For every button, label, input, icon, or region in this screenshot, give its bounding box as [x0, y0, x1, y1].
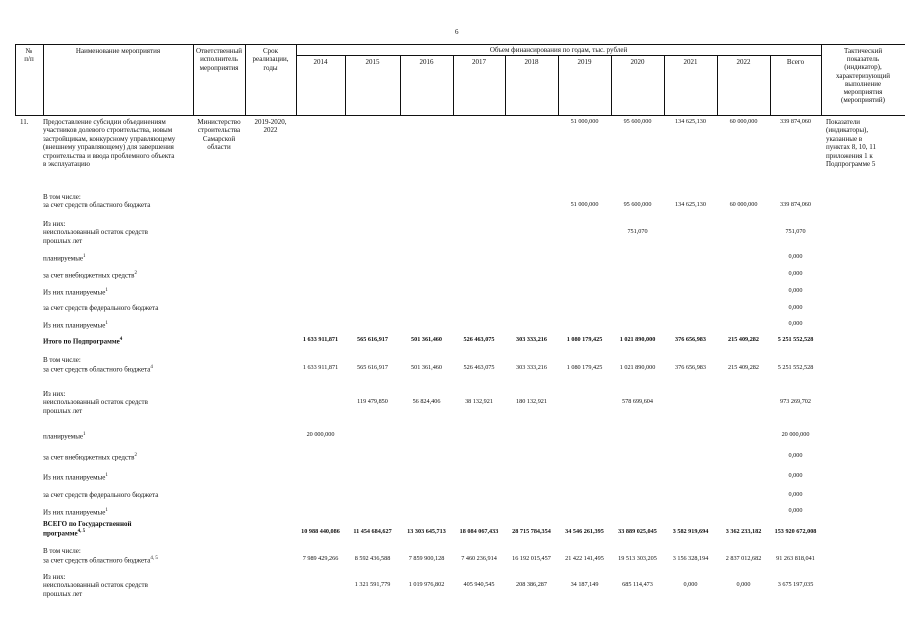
row-label: [43, 573, 148, 598]
row-label: [43, 507, 108, 517]
value-cell: 0,000: [683, 581, 698, 589]
value-cell: 95 600,000: [623, 201, 652, 209]
value-cell: 1 019 976,802: [408, 581, 445, 589]
footnote-marker: 4, 5: [150, 556, 158, 562]
footnote-marker: 4: [150, 365, 153, 371]
value-cell: 565 616,917: [357, 364, 388, 372]
table-top-border: [15, 44, 905, 45]
value-cell: 0,000: [788, 253, 803, 260]
row-label-text: Из них: неиспользованный остаток средств прошлых лет: [43, 220, 148, 245]
footnote-marker: 1: [83, 254, 86, 259]
row-label: [43, 220, 148, 245]
value-cell: 18 084 067,433: [459, 528, 499, 536]
value-cell: 376 656,983: [675, 364, 706, 372]
value-cell: 303 333,216: [516, 364, 547, 372]
value-cell: 751,070: [785, 228, 806, 236]
row-label: [43, 304, 158, 312]
value-cell: 0,000: [788, 287, 803, 294]
row-label: [43, 270, 137, 280]
value-cell: 33 889 025,045: [618, 528, 657, 536]
value-cell: 28 715 784,354: [512, 528, 551, 536]
row-label-text: Из них планируемые: [43, 473, 106, 482]
row-label: [43, 390, 148, 415]
header-num: № п/п: [24, 47, 34, 64]
value-cell: 7 460 236,914: [461, 555, 497, 563]
value-cell: 19 513 303,205: [618, 555, 657, 563]
value-cell: 1 021 890,000: [619, 364, 656, 372]
row-label-text: за счет внебюджетных средств: [43, 271, 135, 280]
row-label-text: за счет средств федерального бюджета: [43, 304, 159, 312]
header-year: 2020: [630, 58, 645, 66]
value-cell: 91 263 818,041: [776, 555, 815, 563]
header-bottom-border: [15, 115, 905, 116]
footnote-marker: 1: [105, 288, 108, 293]
row-label-text: Из них планируемые: [43, 508, 106, 517]
value-cell: 51 000,000: [570, 118, 599, 125]
value-cell: 180 132,921: [516, 398, 547, 406]
value-cell: 16 192 015,457: [512, 555, 551, 563]
value-cell: 339 874,060: [780, 201, 811, 209]
row-label-text: планируемые: [43, 254, 84, 263]
value-cell: 565 616,917: [357, 336, 388, 343]
value-cell: 5 251 552,528: [777, 336, 814, 343]
value-cell: 526 463,075: [463, 364, 495, 372]
row-label: [43, 320, 108, 330]
row-label: [43, 520, 132, 538]
value-cell: 51 000,000: [570, 201, 599, 209]
value-cell: 208 386,287: [516, 581, 547, 589]
value-cell: 1 633 911,871: [302, 336, 339, 343]
value-cell: 0,000: [788, 270, 803, 277]
value-cell: 3 362 233,182: [725, 528, 762, 536]
row11-term: 2019-2020, 2022: [254, 118, 287, 135]
value-cell: 5 251 552,528: [777, 364, 814, 372]
value-cell: 60 000,000: [729, 201, 758, 209]
value-cell: 0,000: [788, 452, 803, 459]
footnote-marker: 1: [83, 432, 86, 437]
value-cell: 339 874,060: [780, 118, 811, 125]
value-cell: 56 824,406: [412, 398, 441, 406]
value-cell: 21 422 141,495: [565, 555, 604, 563]
row-label-text: планируемые: [43, 432, 84, 441]
header-funding: Объем финансирования по годам, тыс. рублей: [489, 46, 628, 54]
row-label: [43, 287, 108, 297]
value-cell: 1 080 179,425: [566, 336, 603, 343]
value-cell: 34 187,149: [570, 581, 599, 589]
header-name: Наименование мероприятия: [75, 47, 161, 55]
value-cell: 119 479,850: [357, 398, 388, 406]
row-label-text: Из них планируемые: [43, 288, 106, 297]
row-label: [43, 253, 86, 263]
footnote-marker: 1: [105, 473, 108, 478]
value-cell: 7 989 429,266: [302, 555, 339, 563]
value-cell: 973 269,702: [780, 398, 811, 406]
header-year: 2018: [524, 58, 539, 66]
value-cell: 7 859 900,128: [408, 555, 445, 563]
value-cell: 215 409,282: [728, 336, 759, 343]
value-cell: 2 837 012,682: [725, 555, 762, 563]
row-label: [43, 336, 122, 346]
value-cell: 685 114,473: [622, 581, 653, 589]
value-cell: 13 303 645,713: [407, 528, 446, 536]
footnote-marker: 1: [105, 321, 108, 326]
value-cell: 60 000,000: [729, 118, 758, 125]
value-cell: 3 675 197,035: [777, 581, 814, 589]
value-cell: 3 156 328,194: [672, 555, 709, 563]
row-label: [43, 356, 153, 374]
value-cell: 10 988 440,086: [301, 528, 340, 536]
row-label-text: Из них: неиспользованный остаток средств прошлых лет: [43, 573, 148, 598]
row-label-text: за счет внебюджетных средств: [43, 453, 135, 462]
row-label-text: Из них планируемые: [43, 321, 106, 330]
value-cell: 1 321 591,779: [354, 581, 391, 589]
value-cell: 0,000: [788, 507, 803, 514]
header-year: 2017: [472, 58, 486, 66]
row-label-text: за счет средств федерального бюджета: [43, 491, 159, 499]
value-cell: 0,000: [788, 472, 803, 479]
value-cell: 134 625,130: [675, 201, 706, 209]
header-executor: Ответственный исполнитель мероприятия: [195, 47, 243, 72]
header-term: Срок реализации, годы: [252, 47, 289, 72]
value-cell: 751,070: [627, 228, 648, 236]
value-cell: 11 454 684,627: [353, 528, 392, 536]
row-label: [43, 452, 137, 462]
value-cell: 578 699,604: [622, 398, 653, 406]
row11-name: Предоставление субсидии объединениям участников долевого строительства, новым застройщикам, конкурсному управляющему (внешнему управляющему) для завершения строительства и ввода проблемного объекта в эксплуатацию: [43, 118, 176, 169]
row-label-text: В том числе: за счет средств областного бюджета: [43, 193, 151, 210]
value-cell: 1 021 890,000: [619, 336, 656, 343]
value-cell: 0,000: [788, 320, 803, 327]
value-cell: 0,000: [788, 304, 803, 311]
value-cell: 376 656,983: [675, 336, 706, 343]
value-cell: 95 600,000: [623, 118, 652, 125]
value-cell: 501 361,460: [411, 336, 442, 343]
footnote-marker: 2: [134, 453, 137, 458]
value-cell: 134 625,130: [675, 118, 706, 125]
header-indicator: Тактический показатель (индикатор), характеризующий выполнение мероприятия (мероприятий): [835, 47, 891, 105]
row-label: [43, 193, 150, 210]
value-cell: 1 080 179,425: [566, 364, 603, 372]
value-cell: 34 546 261,395: [565, 528, 604, 536]
row-label: [43, 491, 158, 499]
row11-indicator: Показатели (индикаторы), указанные в пунктах 8, 10, 11 приложения 1 к Подпрограмме 5: [826, 118, 877, 169]
header-year: Всего: [786, 58, 805, 66]
header-year: 2022: [736, 58, 751, 66]
value-cell: 153 920 672,008: [774, 528, 817, 536]
header-year: 2016: [419, 58, 434, 66]
footnote-marker: 4: [119, 337, 123, 342]
row-label-text: В том числе: за счет средств областного бюджета: [43, 547, 151, 565]
header-year: 2021: [683, 58, 698, 66]
row11-executor: Министерство строительства Самарской области: [197, 118, 241, 152]
value-cell: 405 940,545: [463, 581, 495, 589]
value-cell: 526 463,075: [463, 336, 495, 343]
col-border: [296, 44, 297, 115]
header-year: 2014: [313, 58, 328, 66]
row-label: [43, 472, 108, 482]
value-cell: 0,000: [788, 491, 803, 498]
footnote-marker: 1: [105, 508, 108, 513]
header-year: 2019: [577, 58, 592, 66]
value-cell: 38 132,921: [465, 398, 493, 406]
row-label: [43, 431, 86, 441]
value-cell: 1 633 911,871: [302, 364, 339, 372]
row-label-text: ВСЕГО по Государственной программе: [43, 520, 132, 538]
page-number: 6: [455, 28, 459, 36]
value-cell: 0,000: [736, 581, 751, 589]
row11-num: 11.: [20, 118, 29, 126]
header-year: 2015: [365, 58, 380, 66]
value-cell: 20 000,000: [306, 431, 335, 438]
row-label-text: В том числе: за счет средств областного бюджета: [43, 356, 151, 374]
value-cell: 215 409,282: [728, 364, 759, 372]
value-cell: 303 333,216: [516, 336, 547, 343]
row-label-text: Из них: неиспользованный остаток средств прошлых лет: [43, 390, 148, 415]
footnote-marker: 4, 5: [77, 529, 86, 535]
row-label-text: Итого по Подпрограмме: [43, 337, 120, 346]
value-cell: 20 000,000: [781, 431, 810, 438]
value-cell: 501 361,460: [411, 364, 442, 372]
value-cell: 3 582 919,694: [672, 528, 709, 536]
footnote-marker: 2: [134, 271, 137, 276]
value-cell: 8 592 436,588: [354, 555, 391, 563]
row-label: [43, 547, 158, 565]
